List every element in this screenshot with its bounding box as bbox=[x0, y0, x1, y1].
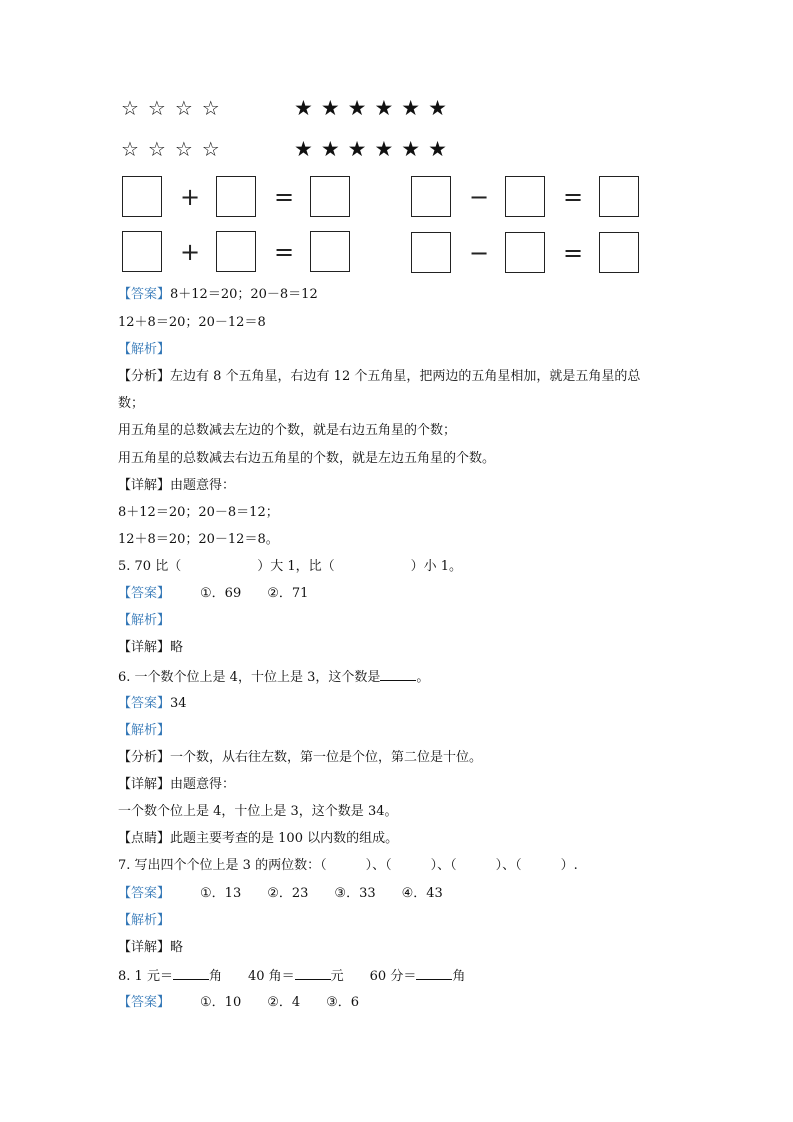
answer-tag: 【答案】 bbox=[118, 696, 171, 711]
question-6 bbox=[118, 668, 429, 686]
right-stars-row1: ★★★★★★ bbox=[294, 96, 455, 120]
answer-tag: 【答案】 bbox=[118, 886, 171, 901]
answer-blank bbox=[416, 967, 452, 980]
answer-blank bbox=[295, 967, 331, 980]
answer-box bbox=[216, 231, 256, 272]
detail-line bbox=[118, 478, 235, 494]
q5-text-a: 5. 70 比（ bbox=[118, 559, 182, 574]
left-stars-row1: ☆☆☆☆ bbox=[121, 96, 229, 120]
answer-line bbox=[118, 886, 443, 902]
q5-text-c: ）小 1。 bbox=[410, 559, 463, 574]
answer-text: ①．69 ②．71 bbox=[200, 586, 309, 601]
detail-tag: 【详解】 bbox=[118, 478, 171, 493]
analysis-tag: 【解析】 bbox=[118, 613, 171, 628]
plus-sign: + bbox=[180, 183, 201, 211]
analysis-tag: 【解析】 bbox=[118, 723, 171, 738]
q8-text-b: 角 40 角＝ bbox=[208, 969, 295, 984]
detail-line bbox=[118, 640, 183, 656]
answer-box bbox=[599, 232, 639, 273]
answer-box bbox=[310, 231, 350, 272]
detail-tag: 【详解】 bbox=[118, 777, 171, 792]
answer-text: ①．13 ②．23 ③．33 ④．43 bbox=[200, 886, 443, 901]
question-7: 7. 写出四个个位上是 3 的两位数：（ ）、（ ）、（ ）、（ ）. bbox=[118, 858, 578, 873]
q8-text-a: 8. 1 元＝ bbox=[118, 969, 173, 984]
detail-equation-2: 12＋8＝20；20－12＝8。 bbox=[118, 532, 279, 547]
answer-box bbox=[122, 176, 162, 217]
q6-text-a: 6. 一个数个位上是 4，十位上是 3，这个数是 bbox=[118, 670, 381, 685]
equals-sign: = bbox=[274, 238, 295, 266]
fenxi-text: 左边有 8 个五角星，右边有 12 个五角星，把两边的五角星相加，就是五角星的总 bbox=[170, 369, 641, 384]
q6-text-b: 。 bbox=[416, 670, 430, 685]
answer-line bbox=[118, 287, 318, 303]
answer-box bbox=[310, 176, 350, 217]
fenxi-tag: 【分析】 bbox=[118, 750, 171, 765]
dianjing-text: 此题主要考查的是 100 以内数的组成。 bbox=[170, 831, 399, 846]
answer-line-2: 12＋8＝20；20－12＝8 bbox=[118, 315, 266, 330]
detail-line bbox=[118, 777, 235, 793]
answer-box bbox=[505, 232, 545, 273]
question-8 bbox=[118, 967, 465, 985]
answer-blank bbox=[173, 967, 209, 980]
answer-blank bbox=[380, 668, 416, 681]
detail-text: 由题意得： bbox=[170, 777, 236, 792]
q8-text-c: 元 60 分＝ bbox=[330, 969, 417, 984]
answer-tag: 【答案】 bbox=[118, 995, 171, 1010]
minus-sign: − bbox=[469, 239, 490, 267]
fenxi-tag: 【分析】 bbox=[118, 369, 171, 384]
analysis-tag: 【解析】 bbox=[118, 342, 171, 357]
answer-box bbox=[411, 176, 451, 217]
answer-box bbox=[599, 176, 639, 217]
left-stars-row2: ☆☆☆☆ bbox=[121, 137, 229, 161]
answer-box bbox=[505, 176, 545, 217]
answer-line bbox=[118, 586, 308, 602]
answer-line bbox=[118, 995, 359, 1011]
detail-tag: 【详解】 bbox=[118, 640, 171, 655]
detail-text: 略 bbox=[170, 640, 184, 655]
equals-sign: = bbox=[274, 183, 295, 211]
equals-sign: = bbox=[563, 183, 584, 211]
plus-sign: + bbox=[180, 238, 201, 266]
answer-text: 34 bbox=[170, 696, 187, 711]
answer-tag: 【答案】 bbox=[118, 287, 171, 302]
dianjing-line bbox=[118, 831, 398, 847]
answer-box bbox=[216, 176, 256, 217]
minus-sign: − bbox=[469, 183, 490, 211]
fenxi-text-3: 用五角星的总数减去左边的个数，就是右边五角星的个数； bbox=[118, 423, 457, 438]
right-stars-row2: ★★★★★★ bbox=[294, 137, 455, 161]
answer-tag: 【答案】 bbox=[118, 586, 171, 601]
fenxi-text-cont: 数； bbox=[118, 396, 145, 411]
question-5 bbox=[118, 559, 462, 575]
q5-text-b: ）大 1，比（ bbox=[257, 559, 335, 574]
fenxi-text-4: 用五角星的总数减去右边五角星的个数，就是左边五角星的个数。 bbox=[118, 451, 496, 466]
answer-box bbox=[122, 231, 162, 272]
fenxi-text: 一个数，从右往左数，第一位是个位，第二位是十位。 bbox=[170, 750, 483, 765]
detail-text: 略 bbox=[170, 940, 184, 955]
detail-statement: 一个数个位上是 4，十位上是 3，这个数是 34。 bbox=[118, 804, 398, 819]
detail-equation-1: 8＋12＝20；20－8＝12； bbox=[118, 505, 279, 520]
detail-text: 由题意得： bbox=[170, 478, 236, 493]
equals-sign: = bbox=[563, 239, 584, 267]
answer-box bbox=[411, 232, 451, 273]
analysis-tag: 【解析】 bbox=[118, 913, 171, 928]
fenxi-line bbox=[118, 750, 482, 766]
detail-tag: 【详解】 bbox=[118, 940, 171, 955]
dianjing-tag: 【点睛】 bbox=[118, 831, 171, 846]
answer-text: 8＋12＝20；20－8＝12 bbox=[170, 287, 318, 302]
q8-text-d: 角 bbox=[452, 969, 466, 984]
answer-text: ①．10 ②．4 ③．6 bbox=[200, 995, 360, 1010]
answer-line bbox=[118, 696, 187, 712]
fenxi-line bbox=[118, 369, 640, 385]
detail-line bbox=[118, 940, 183, 956]
